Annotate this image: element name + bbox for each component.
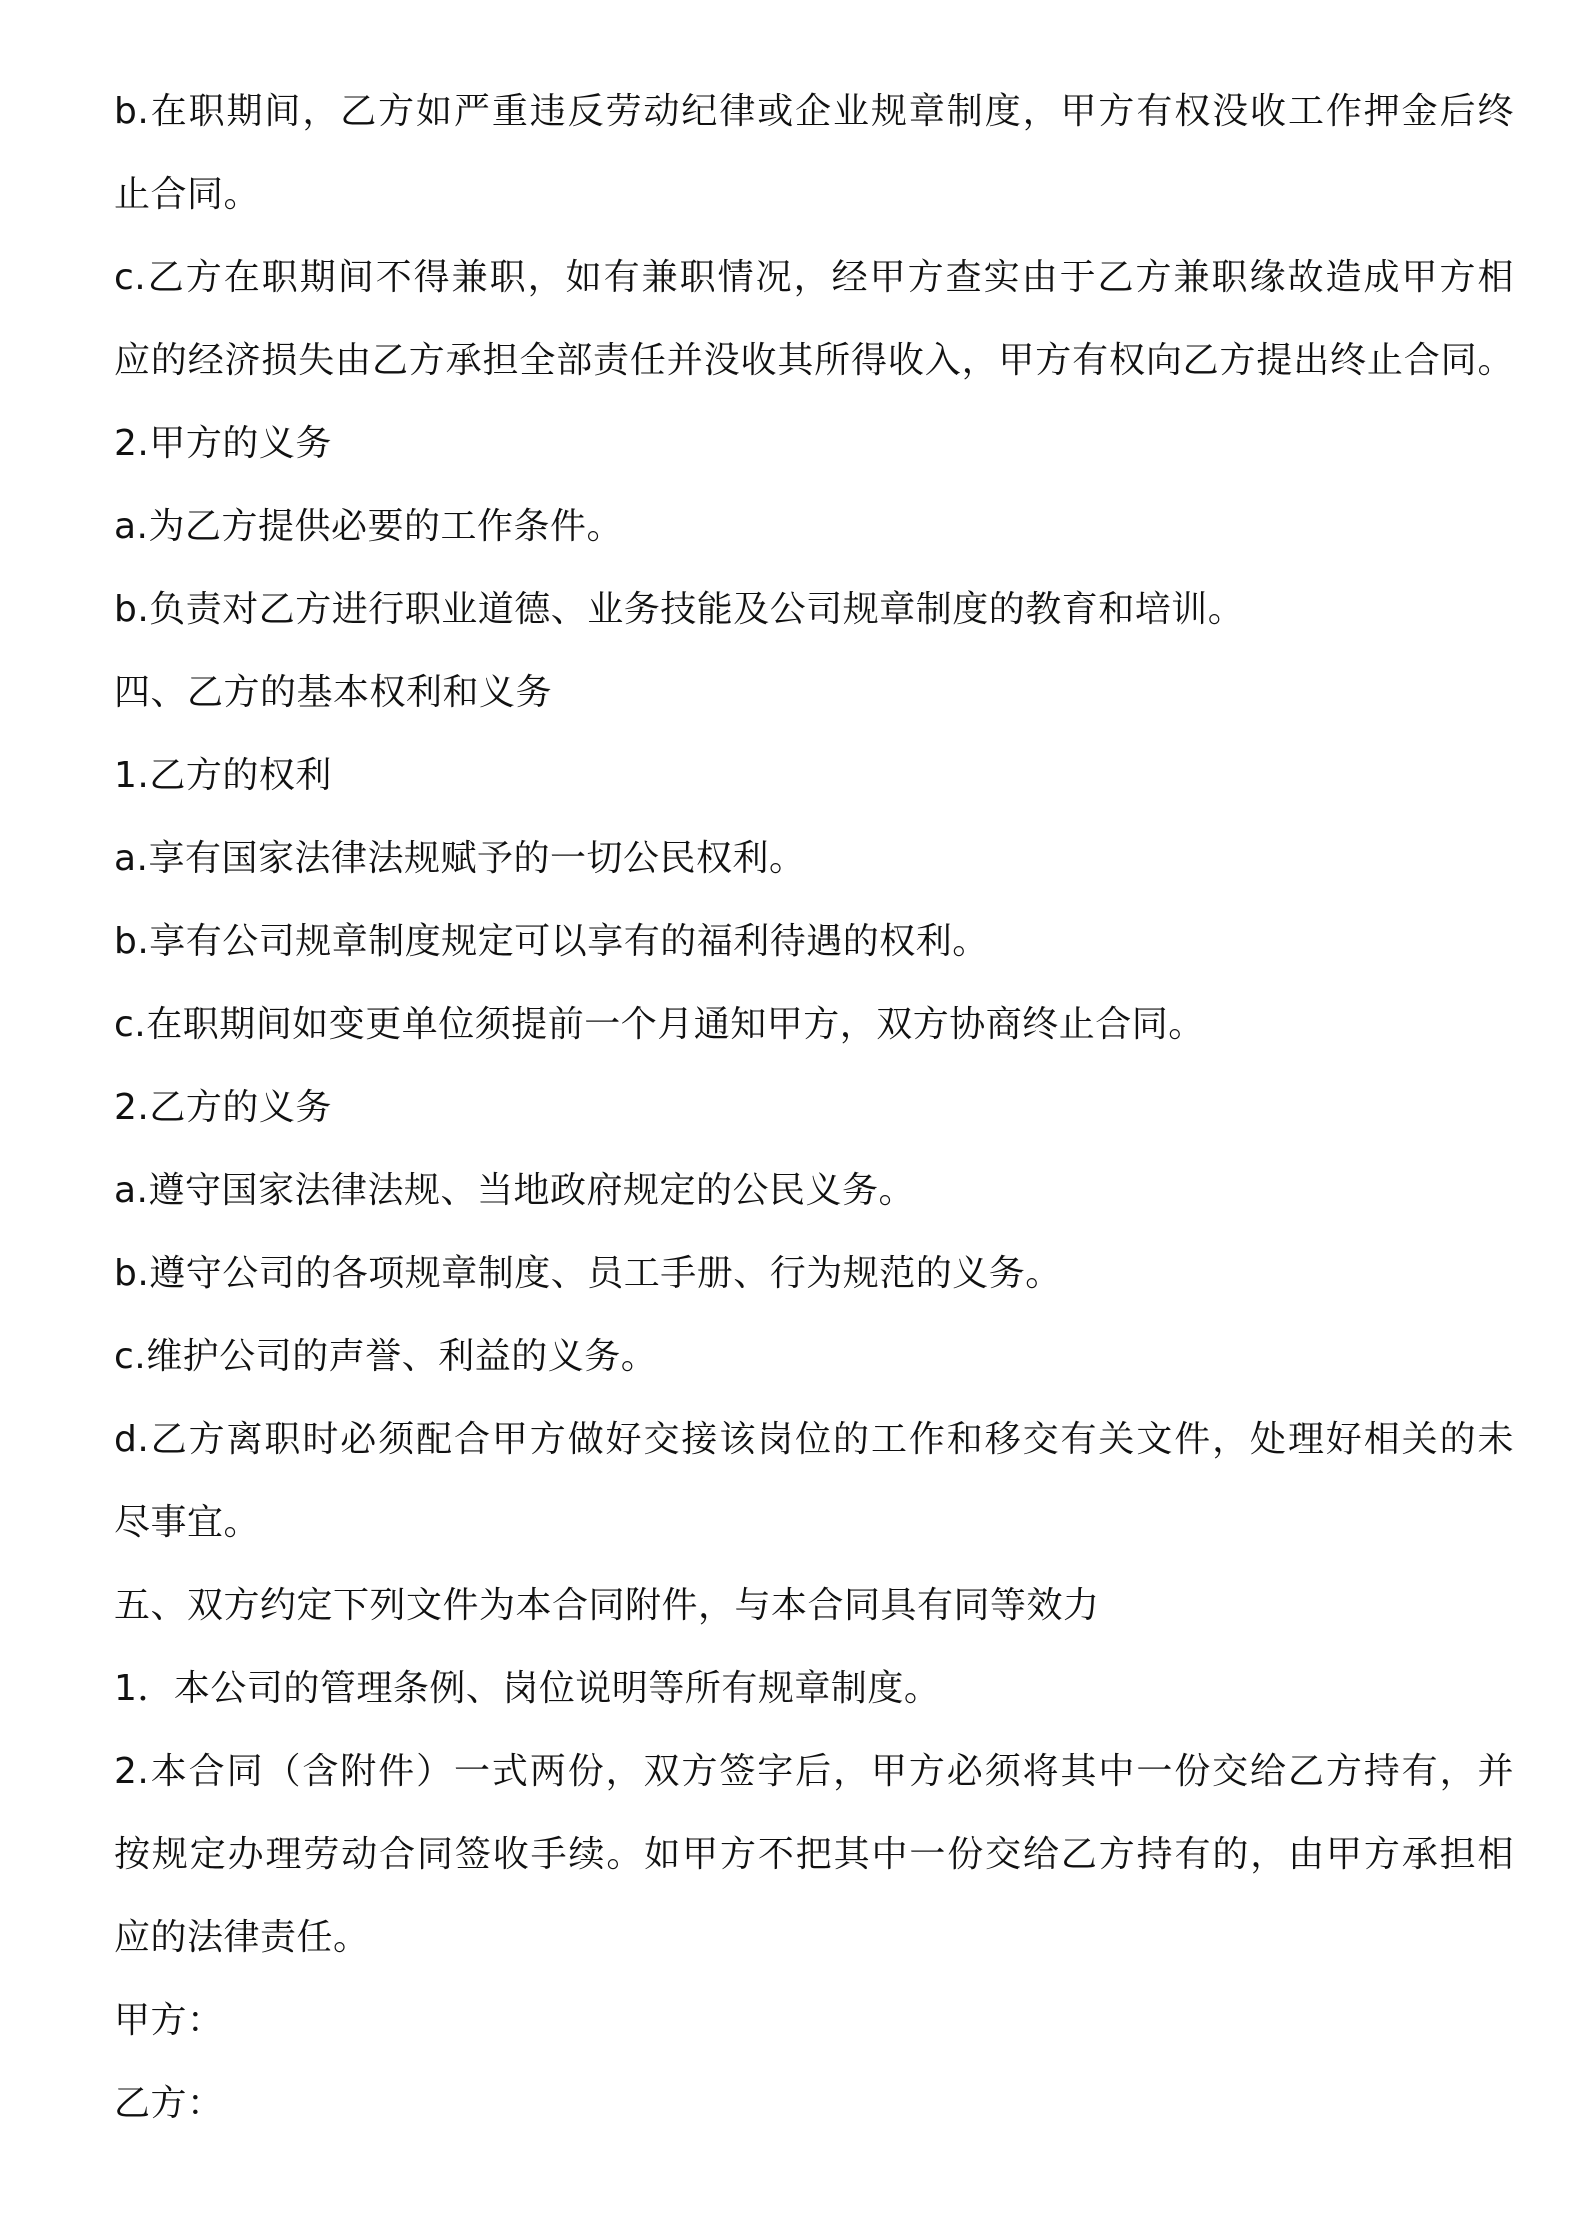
clause-line-20: 1．本公司的管理条例、岗位说明等所有规章制度。: [114, 1668, 941, 1709]
clause-line-18: 尽事宜。: [114, 1502, 261, 1543]
clause-line-10: a.享有国家法律法规赋予的一切公民权利。: [114, 838, 806, 879]
clause-line-22: 按规定办理劳动合同签收手续。如甲方不把其中一份交给乙方持有的，由甲方承担相: [114, 1834, 1514, 1875]
clause-line-1: b.在职期间，乙方如严重违反劳动纪律或企业规章制度，甲方有权没收工作押金后终: [114, 91, 1514, 132]
contract-page: [114, 82, 1514, 2157]
section-heading-4: 四、乙方的基本权利和义务: [114, 672, 553, 713]
clause-line-11: b.享有公司规章制度规定可以享有的福利待遇的权利。: [114, 921, 989, 962]
clause-line-21: 2.本合同（含附件）一式两份，双方签字后，甲方必须将其中一份交给乙方持有，并: [114, 1751, 1514, 1792]
clause-line-17: d.乙方离职时必须配合甲方做好交接该岗位的工作和移交有关文件，处理好相关的未: [114, 1419, 1514, 1460]
clause-line-15: b.遵守公司的各项规章制度、员工手册、行为规范的义务。: [114, 1253, 1062, 1294]
clause-line-12: c.在职期间如变更单位须提前一个月通知甲方，双方协商终止合同。: [114, 1004, 1205, 1045]
section-heading-5: 五、双方约定下列文件为本合同附件，与本合同具有同等效力: [114, 1585, 1100, 1626]
section-heading-party-a-duties: 2.甲方的义务: [114, 423, 332, 464]
clause-line-23: 应的法律责任。: [114, 1917, 370, 1958]
clause-line-14: a.遵守国家法律法规、当地政府规定的公民义务。: [114, 1170, 916, 1211]
section-heading-party-b-duties: 2.乙方的义务: [114, 1087, 332, 1128]
party-a-signature-label: 甲方：: [114, 2000, 224, 2041]
clause-line-3: c.乙方在职期间不得兼职，如有兼职情况，经甲方查实由于乙方兼职缘故造成甲方相: [114, 257, 1514, 298]
clause-line-2: 止合同。: [114, 174, 261, 215]
clause-line-16: c.维护公司的声誉、利益的义务。: [114, 1336, 658, 1377]
clause-line-6: a.为乙方提供必要的工作条件。: [114, 506, 624, 547]
party-b-signature-label: 乙方：: [114, 2083, 224, 2124]
clause-line-4: 应的经济损失由乙方承担全部责任并没收其所得收入，甲方有权向乙方提出终止合同。: [114, 340, 1514, 381]
section-heading-party-b-rights: 1.乙方的权利: [114, 755, 332, 796]
clause-line-7: b.负责对乙方进行职业道德、业务技能及公司规章制度的教育和培训。: [114, 589, 1245, 630]
